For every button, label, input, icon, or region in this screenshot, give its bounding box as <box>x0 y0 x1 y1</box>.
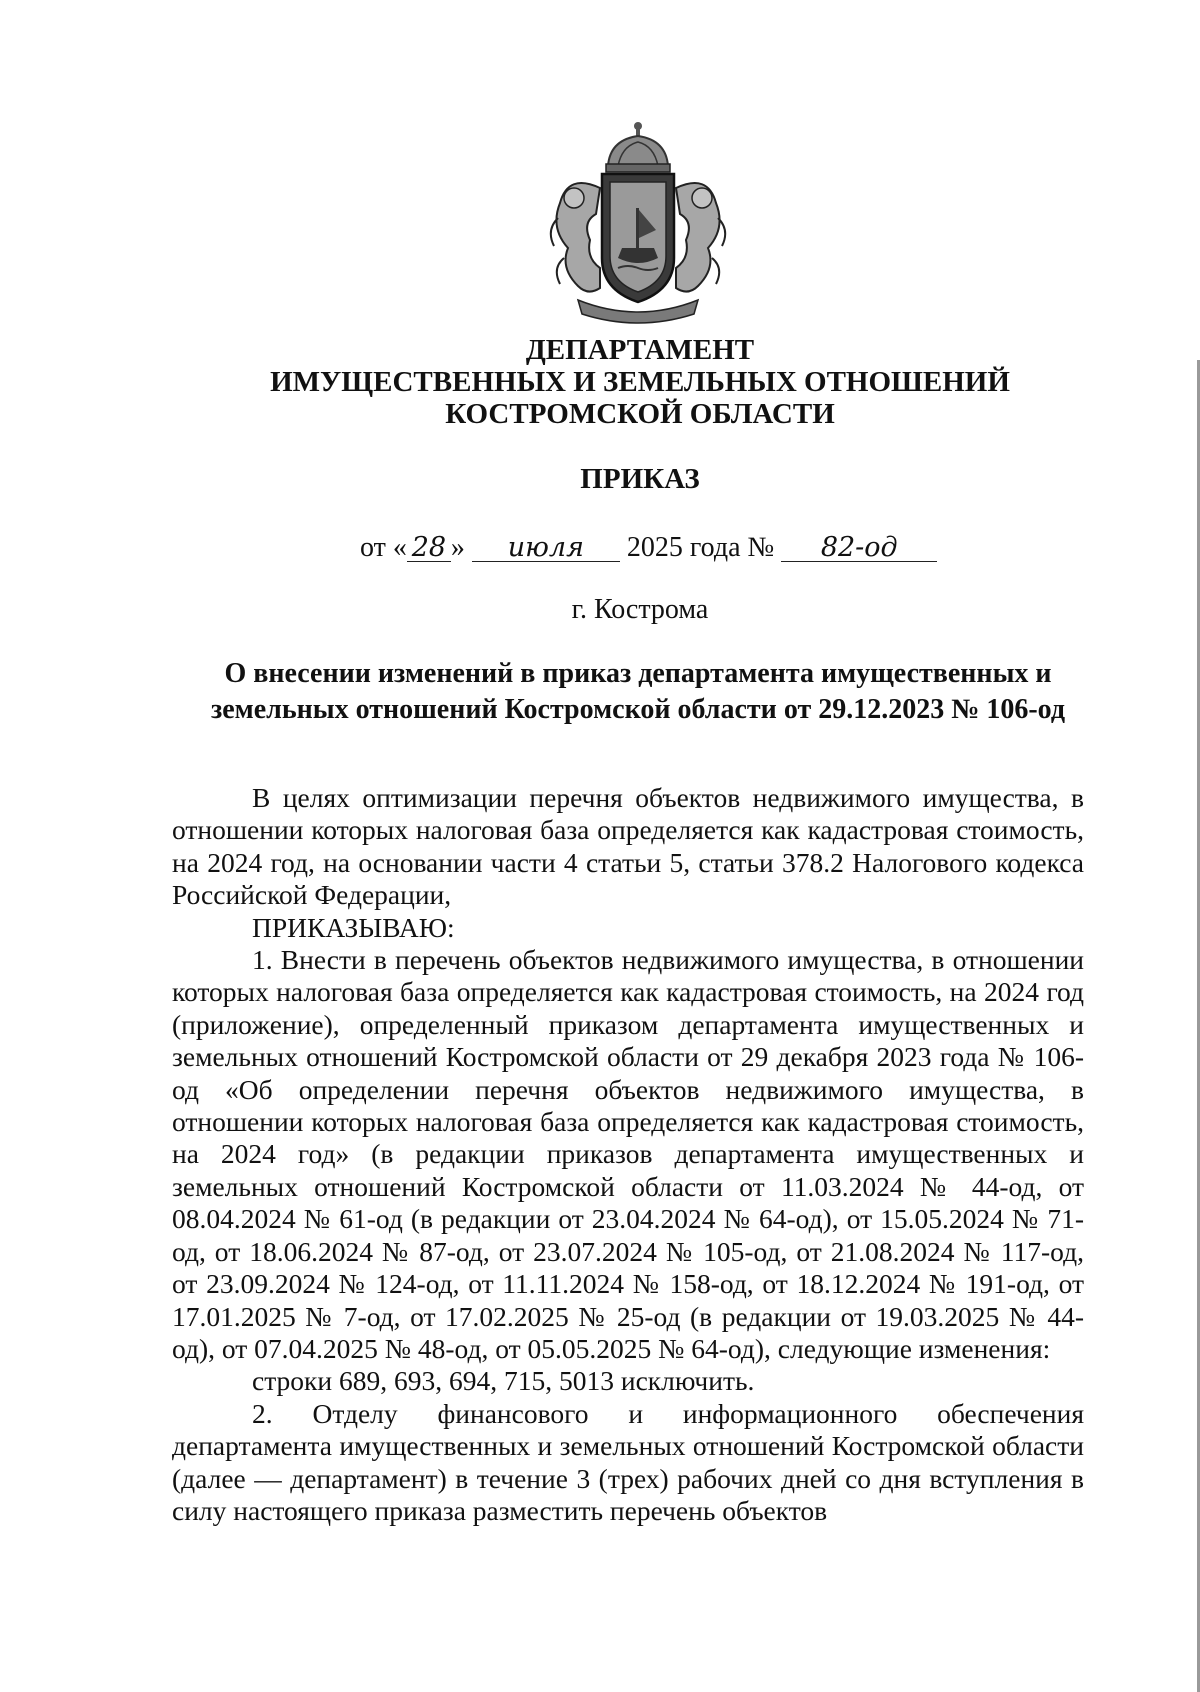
date-month: июля <box>472 535 620 562</box>
paragraph-item-1-change: строки 689, 693, 694, 715, 5013 исключить. <box>252 1365 755 1397</box>
date-number-line <box>360 532 980 564</box>
city: г. Кострома <box>571 594 709 625</box>
document-subject: О внесении изменений в приказ департамента имущественных и земельных отношений Костромской области от 29.12.2023 № 106-од <box>210 658 1066 725</box>
paragraph-order-word: ПРИКАЗЫВАЮ: <box>252 911 455 943</box>
date-prefix: от « <box>360 532 407 563</box>
order-number: 82-од <box>781 535 937 562</box>
coat-of-arms-icon <box>538 118 738 328</box>
date-day: 28 <box>407 535 451 562</box>
lion-left-icon <box>551 183 600 292</box>
lion-right-icon <box>676 183 725 292</box>
paragraph-item-2: 2. Отделу финансового и информационного обеспечения департамента имущественных и земельных отношений Костромской области (далее — департамент) в течение 3 (трех) рабочих дней со дня вступления в силу настоящего приказа разместить перечень объектов <box>172 1397 1084 1526</box>
department-header <box>160 334 1120 430</box>
shield-icon <box>602 174 674 302</box>
date-quote-close: » <box>450 532 465 563</box>
document-type: ПРИКАЗ <box>580 463 700 495</box>
paragraph-preamble: В целях оптимизации перечня объектов недвижимого имущества, в отношении которых налоговая база определяется как кадастровая стоимость, на 2024 год, на основании части 4 статьи 5, статьи 378.2 Налогового кодекса Российской Федерации, <box>172 782 1084 911</box>
crown-icon <box>606 122 670 172</box>
header-line-2: ИМУЩЕСТВЕННЫХ И ЗЕМЕЛЬНЫХ ОТНОШЕНИЙ <box>270 366 1010 398</box>
header-line-3: КОСТРОМСКОЙ ОБЛАСТИ <box>445 398 835 430</box>
date-year: 2025 года № <box>626 532 775 563</box>
paragraph-item-1: 1. Внести в перечень объектов недвижимого имущества, в отношении которых налоговая база определяется как кадастровая стоимость, на 2024 год (приложение), определенный приказом департамента имущественных и земельных отношений Костромской области от 29 декабря 2023 года № 106-од «Об определении перечня объектов недвижимого имущества, в отношении которых налоговая база определяется как кадастровая стоимость, на 2024 год» (в редакции приказов департамента имущественных и земельных отношений Костромской области от 11.03.2024 № 44-од, от 08.04.2024 № 61-од (в редакции от 23.04.2024 № 64-од), от 15.05.2024 № 71-од, от 18.06.2024 № 87-од, от 23.07.2024 № 105-од, от 21.08.2024 № 117-од, от 23.09.2024 № 124-од, от 11.11.2024 № 158-од, от 18.12.2024 № 191-од, от 17.01.2025 № 7-од, от 17.02.2025 № 25-од (в редакции от 19.03.2025 № 44-од), от 07.04.2025 № 48-од, от 05.05.2025 № 64-од), следующие изменения: <box>172 944 1084 1364</box>
base-icon <box>578 300 698 323</box>
header-line-1: ДЕПАРТАМЕНТ <box>525 334 755 366</box>
document-body <box>172 782 1084 1527</box>
